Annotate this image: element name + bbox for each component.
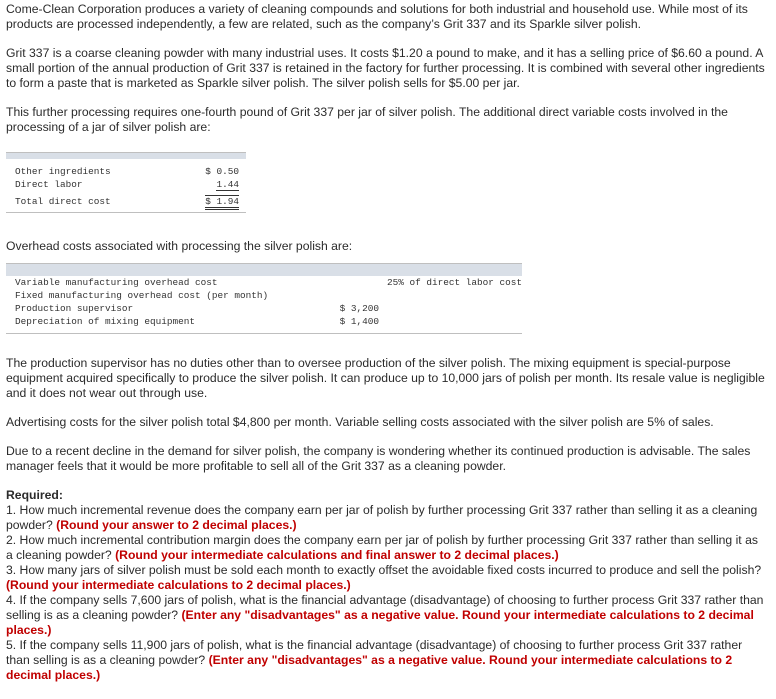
requirement-item xyxy=(6,533,768,563)
direct-cost-label: Direct labor xyxy=(15,179,83,190)
overhead-fixed-row xyxy=(6,315,522,328)
overhead-fixed-header-row xyxy=(6,289,522,302)
direct-cost-row xyxy=(6,165,246,178)
requirement-item xyxy=(6,593,768,638)
requirement-note: (Round your intermediate calculations to 2 decimal places.) xyxy=(6,578,351,592)
overhead-fixed-row xyxy=(6,302,522,315)
overhead-variable-label: Variable manufacturing overhead cost xyxy=(15,277,218,288)
direct-cost-label: Other ingredients xyxy=(15,166,111,177)
overhead-fixed-header: Fixed manufacturing overhead cost (per month) xyxy=(15,290,269,301)
requirement-text: 4. If the company sells 7,600 jars of polish, what is the financial advantage (disadvantage) of choosing to further process Grit 337 rather than selling is as a cleaning powder? xyxy=(6,593,764,622)
overhead-table-header xyxy=(6,264,522,276)
direct-cost-total-label: Total direct cost xyxy=(15,196,111,207)
direct-cost-row xyxy=(6,178,246,191)
overhead-fixed-value: $ 1,400 xyxy=(339,316,379,327)
body-paragraph-5: Advertising costs for the silver polish total $4,800 per month. Variable selling costs associated with the silver polish are 5% of sales. xyxy=(6,415,714,429)
requirement-item xyxy=(6,503,768,533)
body-paragraph-6: Due to a recent decline in the demand for silver polish, the company is wondering whether its continued production is advisable. The sales manager feels that it would be more profitable to sell all of the Grit 337 as a cleaning powder. xyxy=(6,444,751,473)
intro-paragraph-3: This further processing requires one-fourth pound of Grit 337 per jar of silver polish. The additional direct variable costs involved in the processing of a jar of silver polish are: xyxy=(6,105,728,134)
requirement-note: (Enter any "disadvantages" as a negative value. Round your intermediate calculations to 2 decimal places.) xyxy=(6,608,754,637)
requirement-text: 3. How many jars of silver polish must be sold each month to exactly offset the avoidable fixed costs incurred to produce and sell the polish? xyxy=(6,563,762,577)
requirement-note: (Round your intermediate calculations and final answer to 2 decimal places.) xyxy=(115,548,559,562)
direct-cost-table xyxy=(6,152,246,213)
overhead-fixed-label: Depreciation of mixing equipment xyxy=(15,316,196,327)
direct-cost-total-value: $ 1.94 xyxy=(205,195,239,210)
overhead-variable-rate: 25% of direct labor cost xyxy=(386,277,522,288)
intro-paragraph-1: Come-Clean Corporation produces a variety of cleaning compounds and solutions for both industrial and household use. While most of its products are processed independently, a few are related, such as the company’s Grit 337 and its Sparkle silver polish. xyxy=(6,2,748,31)
direct-cost-table-header xyxy=(6,153,246,159)
direct-cost-value: 1.44 xyxy=(216,179,239,190)
overhead-fixed-label: Production supervisor xyxy=(15,303,134,314)
requirement-note: (Round your answer to 2 decimal places.) xyxy=(56,518,297,532)
requirement-item xyxy=(6,638,768,683)
requirement-text: 5. If the company sells 11,900 jars of polish, what is the financial advantage (disadvantage) of choosing to further process Grit 337 rather than selling is as a cleaning powder? xyxy=(6,638,743,667)
overhead-fixed-value: $ 3,200 xyxy=(339,303,379,314)
requirement-text: 1. How much incremental revenue does the company earn per jar of polish by further processing Grit 337 rather than selling it as a cleaning powder? xyxy=(6,503,758,532)
overhead-table xyxy=(6,263,522,334)
direct-cost-total-row xyxy=(6,195,246,208)
required-title: Required: xyxy=(6,488,63,502)
requirement-note: (Enter any "disadvantages" as a negative value. Round your intermediate calculations to 2 decimal places.) xyxy=(6,653,733,682)
body-paragraph-4: The production supervisor has no duties other than to oversee production of the silver polish. The mixing equipment is special-purpose equipment acquired specifically to produce the silver polish. It can produce up to 10,000 jars of polish per month. Its resale value is negligible and it does not wear out through use. xyxy=(6,356,765,400)
direct-cost-value: $ 0.50 xyxy=(205,166,239,177)
overhead-intro: Overhead costs associated with processing the silver polish are: xyxy=(6,239,353,253)
requirement-item xyxy=(6,563,768,593)
overhead-variable-row xyxy=(6,276,522,289)
intro-paragraph-2: Grit 337 is a coarse cleaning powder with many industrial uses. It costs $1.20 a pound to make, and it has a selling price of $6.60 a pound. A small portion of the annual production of Grit 337 is retained in the factory for further processing. It is combined with several other ingredients to form a paste that is marketed as Sparkle silver polish. The silver polish sells for $5.00 per jar. xyxy=(6,46,765,90)
requirement-text: 2. How much incremental contribution margin does the company earn per jar of polish by further processing Grit 337 rather than selling it as a cleaning powder? xyxy=(6,533,758,562)
